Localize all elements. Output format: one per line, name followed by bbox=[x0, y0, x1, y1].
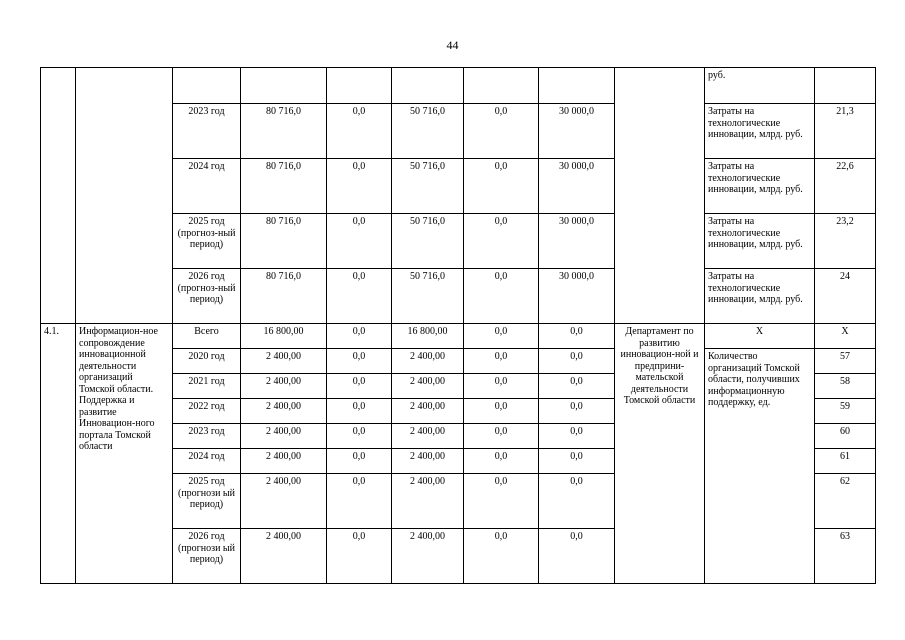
cell-loc: 0,0 bbox=[464, 474, 539, 529]
cell-loc: 0,0 bbox=[464, 159, 539, 214]
cell-name-empty bbox=[76, 68, 173, 324]
cell-value bbox=[815, 68, 876, 104]
cell-other: 30 000,0 bbox=[539, 159, 615, 214]
cell-value: 63 bbox=[815, 529, 876, 584]
cell-total: 16 800,00 bbox=[241, 324, 327, 349]
section-indicator: Количество организаций Томской области, получивших информационную поддержку, ед. bbox=[705, 349, 815, 584]
cell-fed: 0,0 bbox=[327, 159, 392, 214]
cell-total: 2 400,00 bbox=[241, 449, 327, 474]
cell-reg: 2 400,00 bbox=[392, 529, 464, 584]
cell-reg: 16 800,00 bbox=[392, 324, 464, 349]
cell-fed: 0,0 bbox=[327, 474, 392, 529]
cell-total: 80 716,0 bbox=[241, 214, 327, 269]
cell-loc: 0,0 bbox=[464, 399, 539, 424]
cell-reg: 50 716,0 bbox=[392, 214, 464, 269]
cell-loc: 0,0 bbox=[464, 374, 539, 399]
cell-indicator: Х bbox=[705, 324, 815, 349]
cell-value: 58 bbox=[815, 374, 876, 399]
table-row bbox=[41, 68, 876, 104]
section-number: 4.1. bbox=[41, 324, 76, 584]
cell-total: 80 716,0 bbox=[241, 104, 327, 159]
cell-year: 2023 год bbox=[173, 424, 241, 449]
cell-other: 0,0 bbox=[539, 474, 615, 529]
cell-total: 2 400,00 bbox=[241, 374, 327, 399]
cell-fed: 0,0 bbox=[327, 449, 392, 474]
cell-year: 2026 год (прогноз-ный период) bbox=[173, 269, 241, 324]
cell-other: 30 000,0 bbox=[539, 214, 615, 269]
cell-total: 2 400,00 bbox=[241, 424, 327, 449]
cell-fed: 0,0 bbox=[327, 399, 392, 424]
cell-indicator: Затраты на технологические инновации, млрд. руб. bbox=[705, 104, 815, 159]
cell-value: 60 bbox=[815, 424, 876, 449]
cell-loc: 0,0 bbox=[464, 449, 539, 474]
cell-reg: 50 716,0 bbox=[392, 104, 464, 159]
cell-total: 2 400,00 bbox=[241, 474, 327, 529]
cell-year: 2023 год bbox=[173, 104, 241, 159]
cell-fed: 0,0 bbox=[327, 349, 392, 374]
program-table bbox=[40, 67, 876, 584]
cell-total: 80 716,0 bbox=[241, 159, 327, 214]
cell-reg: 2 400,00 bbox=[392, 374, 464, 399]
cell-reg: 2 400,00 bbox=[392, 399, 464, 424]
cell-total: 2 400,00 bbox=[241, 529, 327, 584]
cell-loc: 0,0 bbox=[464, 214, 539, 269]
cell-dept-empty bbox=[615, 68, 705, 324]
cell-year: 2024 год bbox=[173, 159, 241, 214]
cell-value: 22,6 bbox=[815, 159, 876, 214]
cell-other: 0,0 bbox=[539, 324, 615, 349]
cell-value: 23,2 bbox=[815, 214, 876, 269]
cell-value: 62 bbox=[815, 474, 876, 529]
cell-value: 61 bbox=[815, 449, 876, 474]
cell-reg: 2 400,00 bbox=[392, 449, 464, 474]
cell-loc: 0,0 bbox=[464, 529, 539, 584]
cell-other bbox=[539, 68, 615, 104]
cell-fed: 0,0 bbox=[327, 214, 392, 269]
cell-indicator: Затраты на технологические инновации, млрд. руб. bbox=[705, 269, 815, 324]
cell-fed: 0,0 bbox=[327, 374, 392, 399]
cell-year: 2025 год (прогноз-ный период) bbox=[173, 214, 241, 269]
cell-value: 59 bbox=[815, 399, 876, 424]
cell-value: Х bbox=[815, 324, 876, 349]
cell-total bbox=[241, 68, 327, 104]
cell-loc bbox=[464, 68, 539, 104]
cell-reg: 2 400,00 bbox=[392, 349, 464, 374]
cell-total: 2 400,00 bbox=[241, 399, 327, 424]
cell-value: 57 bbox=[815, 349, 876, 374]
cell-other: 30 000,0 bbox=[539, 269, 615, 324]
cell-other: 0,0 bbox=[539, 399, 615, 424]
cell-year: 2025 год (прогнози ый период) bbox=[173, 474, 241, 529]
cell-reg: 50 716,0 bbox=[392, 269, 464, 324]
cell-other: 0,0 bbox=[539, 529, 615, 584]
cell-year: 2024 год bbox=[173, 449, 241, 474]
cell-other: 0,0 bbox=[539, 424, 615, 449]
table-row bbox=[41, 324, 876, 349]
cell-value: 21,3 bbox=[815, 104, 876, 159]
cell-total: 2 400,00 bbox=[241, 349, 327, 374]
cell-fed: 0,0 bbox=[327, 424, 392, 449]
cell-other: 0,0 bbox=[539, 374, 615, 399]
cell-value: 24 bbox=[815, 269, 876, 324]
cell-other: 0,0 bbox=[539, 449, 615, 474]
cell-year: 2022 год bbox=[173, 399, 241, 424]
cell-reg: 2 400,00 bbox=[392, 474, 464, 529]
cell-indicator: Затраты на технологические инновации, млрд. руб. bbox=[705, 214, 815, 269]
cell-loc: 0,0 bbox=[464, 424, 539, 449]
section-name: Информацион-ное сопровождение инновационной деятельности организаций Томской области. Поддержка и развитие Инновацион-ного портала Томской области bbox=[76, 324, 173, 584]
cell-year: 2020 год bbox=[173, 349, 241, 374]
cell-reg: 50 716,0 bbox=[392, 159, 464, 214]
cell-year: 2026 год (прогнози ый период) bbox=[173, 529, 241, 584]
cell-total: 80 716,0 bbox=[241, 269, 327, 324]
cell-fed: 0,0 bbox=[327, 269, 392, 324]
cell-other: 0,0 bbox=[539, 349, 615, 374]
cell-other: 30 000,0 bbox=[539, 104, 615, 159]
cell-indicator: руб. bbox=[705, 68, 815, 104]
cell-loc: 0,0 bbox=[464, 269, 539, 324]
cell-reg bbox=[392, 68, 464, 104]
cell-fed: 0,0 bbox=[327, 104, 392, 159]
cell-year: Всего bbox=[173, 324, 241, 349]
cell-reg: 2 400,00 bbox=[392, 424, 464, 449]
cell-indicator: Затраты на технологические инновации, млрд. руб. bbox=[705, 159, 815, 214]
cell-loc: 0,0 bbox=[464, 104, 539, 159]
page-number: 44 bbox=[446, 38, 459, 52]
cell-fed: 0,0 bbox=[327, 324, 392, 349]
cell-fed bbox=[327, 68, 392, 104]
cell-fed: 0,0 bbox=[327, 529, 392, 584]
cell-loc: 0,0 bbox=[464, 349, 539, 374]
cell-loc: 0,0 bbox=[464, 324, 539, 349]
cell-year: 2021 год bbox=[173, 374, 241, 399]
cell-year bbox=[173, 68, 241, 104]
responsible-department: Департамент по развитию инновацион-ной и предприни-мательской деятельности Томской области bbox=[615, 324, 705, 584]
cell-num-empty bbox=[41, 68, 76, 324]
